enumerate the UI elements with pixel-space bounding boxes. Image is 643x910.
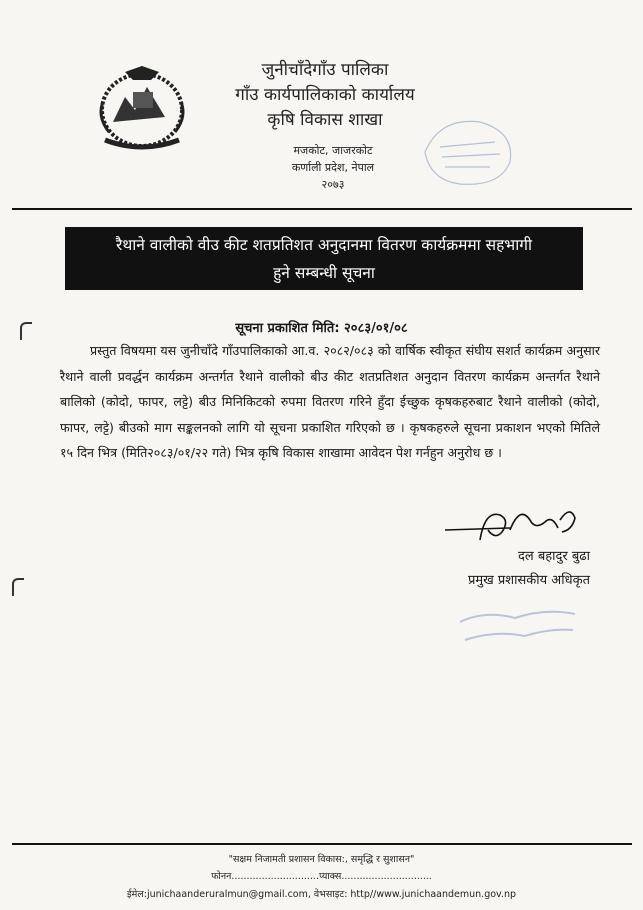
signatory-title: प्रमुख प्रशासकीय अधिकृत (467, 573, 590, 588)
signature-icon (440, 500, 600, 550)
notice-paragraph: प्रस्तुत विषयमा यस जुनीचाँदे गाँउपालिकाको आ.व. २०८२/०८३ को वार्षिक स्वीकृत संघीय सशर्त कार्यक्रम अनुसार रैथाने वाली प्रवर्द्धन कार्यक्रम अन्तर्गत रैथाने वालीको बीउ कीट शतप्रतिशत अनुदान वितरण कार्यक्रम अन्तर्गत रैथाने बालिको (कोदो, फापर, लट्टे) बीउ मिनिकिटको रुपमा वितरण गरिने हुँदा ईच्छुक कृषकहरुबाट रैथाने वालीको (कोदो, फापर, लट्टे) बीउको माग सङ्कलनको लागि यो सूचना प्रकाशित गरिएको छ । कृषकहरुले सूचना प्रकाशन भएको मितिले १५ दिन भित्र (मिति२०८३/०१/२२ गते) भित्र कृषि विकास शाखामा आवेदन पेश गर्नहुन अनुरोध छ । (60, 343, 600, 460)
header-divider (12, 208, 632, 210)
address-line-2: कर्णाली प्रदेश, नेपाल (291, 161, 375, 174)
notice-published-date: सूचना प्रकाशित मिति: २०८३/०१/०८ (235, 321, 408, 336)
footer-contact: ईमेल:junichaanderuralmun@gmail.com, वेभसाइट: http//www.junichaandemun.gov.np (126, 889, 516, 900)
footer-divider (12, 843, 632, 845)
footer-motto: "सक्षम निजामती प्रशासन विकास:, समृद्धि र सुशासन" (228, 854, 415, 865)
municipality-name: जुनीचाँदेगाँउ पालिका (261, 60, 389, 80)
nepal-emblem-icon (95, 62, 190, 152)
notice-title-banner (65, 227, 583, 290)
established-year: २०७३ (321, 178, 345, 191)
signatory-name: दल बहादुर बुढा (517, 549, 590, 564)
signatory-stamp-icon (455, 600, 585, 650)
office-name: गाँउ कार्यपालिकाको कार्यालय (235, 85, 415, 105)
punch-hole-mark (12, 578, 24, 596)
address-line-1: मजकोट, जाजरकोट (293, 144, 373, 157)
notice-title-line-2: हुने सम्बन्धी सूचना (273, 264, 375, 282)
footer-phone-fax: फोनन.............................प्याक्स.............................. (211, 871, 432, 882)
office-address (268, 142, 398, 193)
section-name: कृषि विकास शाखा (267, 110, 383, 130)
signatory-block (440, 545, 590, 593)
notice-title-line-1: रैथाने वालीको वीउ कीट शतप्रतिशत अनुदानमा वितरण कार्यक्रममा सहभागी (116, 236, 532, 254)
office-header (195, 58, 455, 133)
office-stamp-icon (420, 112, 520, 192)
notice-body (60, 338, 600, 466)
